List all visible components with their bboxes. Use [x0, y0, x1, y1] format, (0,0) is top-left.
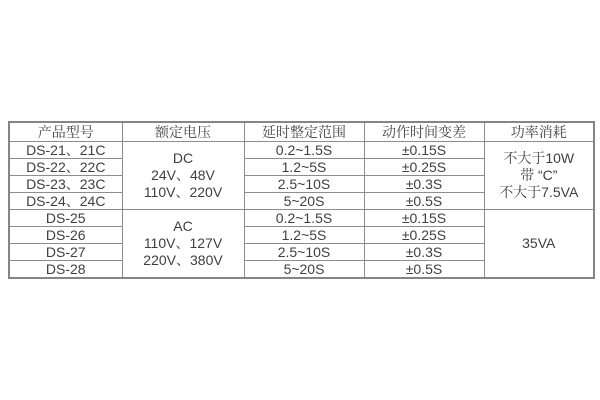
model-cell: DS-28	[9, 260, 122, 278]
delay-range-cell: 2.5~10S	[244, 175, 364, 192]
power-cell-dc-group	[484, 141, 594, 209]
power-line: 35VA	[522, 234, 556, 251]
power-line: 带 “C”	[520, 166, 558, 183]
voltage-line: AC	[173, 217, 193, 234]
delay-range-cell: 5~20S	[244, 192, 364, 209]
power-cell-ac-group	[484, 209, 594, 278]
header-row	[9, 122, 594, 141]
table-row	[9, 209, 594, 226]
time-variation-cell: ±0.15S	[364, 209, 484, 226]
model-cell: DS-21、21C	[9, 141, 122, 158]
model-cell: DS-22、22C	[9, 158, 122, 175]
time-variation-cell: ±0.25S	[364, 158, 484, 175]
model-cell: DS-26	[9, 226, 122, 243]
time-variation-cell: ±0.25S	[364, 226, 484, 243]
voltage-line: 220V、380V	[143, 251, 223, 268]
delay-range-cell: 1.2~5S	[244, 158, 364, 175]
model-cell: DS-27	[9, 243, 122, 260]
header-action-time-variation: 动作时间变差	[364, 122, 484, 141]
model-cell: DS-24、24C	[9, 192, 122, 209]
time-variation-cell: ±0.5S	[364, 260, 484, 278]
delay-range-cell: 1.2~5S	[244, 226, 364, 243]
voltage-line: 110V、127V	[143, 234, 223, 251]
header-product-model: 产品型号	[9, 122, 122, 141]
delay-range-cell: 5~20S	[244, 260, 364, 278]
header-delay-setting-range: 延时整定范围	[244, 122, 364, 141]
delay-range-cell: 0.2~1.5S	[244, 209, 364, 226]
power-line: 不大于7.5VA	[499, 183, 579, 200]
voltage-line: 110V、220V	[143, 183, 223, 200]
header-rated-voltage: 额定电压	[122, 122, 244, 141]
model-cell: DS-25	[9, 209, 122, 226]
time-variation-cell: ±0.3S	[364, 243, 484, 260]
model-cell: DS-23、23C	[9, 175, 122, 192]
time-variation-cell: ±0.3S	[364, 175, 484, 192]
voltage-line: DC	[172, 149, 194, 166]
header-power-consumption: 功率消耗	[484, 122, 594, 141]
voltage-cell-ac	[122, 209, 244, 278]
voltage-cell-dc	[122, 141, 244, 209]
table-row	[9, 141, 594, 158]
voltage-line: 24V、48V	[151, 166, 215, 183]
time-variation-cell: ±0.15S	[364, 141, 484, 158]
time-variation-cell: ±0.5S	[364, 192, 484, 209]
power-line: 不大于10W	[503, 149, 575, 166]
delay-range-cell: 2.5~10S	[244, 243, 364, 260]
delay-range-cell: 0.2~1.5S	[244, 141, 364, 158]
spec-table	[8, 121, 595, 279]
